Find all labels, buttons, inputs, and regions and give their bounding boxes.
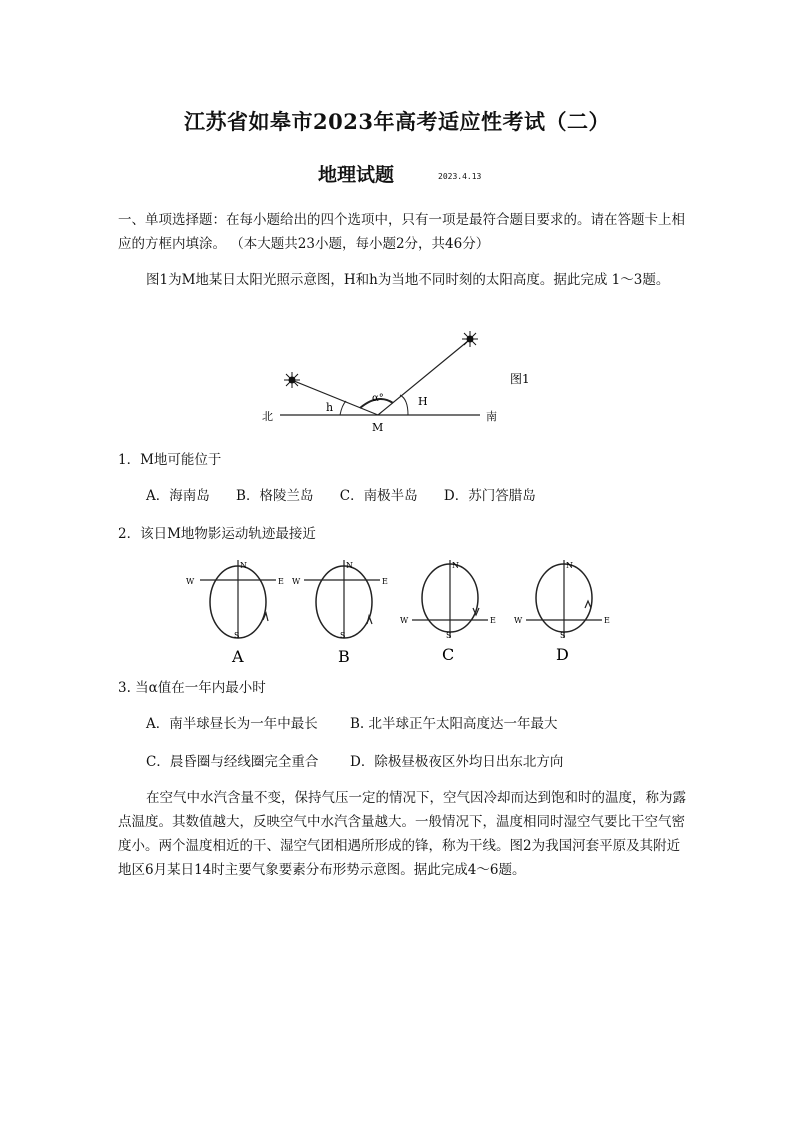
q3-option-c[interactable]: C．晨昏圈与经线圈完全重合 — [146, 754, 319, 770]
q2-letter-d: D — [556, 645, 569, 664]
H-angle-arc — [400, 395, 408, 415]
q2-diagram-a — [186, 560, 284, 666]
point-m-label: M — [372, 421, 384, 434]
q1-option-d[interactable]: D．苏门答腊岛 — [443, 488, 536, 504]
passage-intro-2: 在空气中水汽含量不变，保持气压一定的情况下，空气因冷却而达到饱和时的温度，称为露点温度。其数值越大，反映空气中水汽含量越大。一般情况下，温度相同时湿空气要比干空气密度小。两个温度相近的干、湿空气团相遇所形成的锋，称为干线。图2为我国河套平原及其附近地区6月某日14时主要气象要素分布形势示意图。据此完成4～6题。 — [118, 790, 686, 878]
q2-diagram-d — [514, 560, 610, 664]
q1-option-a[interactable]: A．海南岛 — [146, 488, 210, 504]
svg-text:S: S — [446, 631, 452, 640]
exam-date: 2023.4.13 — [438, 172, 482, 181]
q2-letter-a: A — [232, 647, 244, 666]
q3-option-a[interactable]: A．南半球昼长为一年中最长 — [146, 716, 318, 732]
q1-option-c[interactable]: C．南极半岛 — [339, 488, 418, 504]
low-sun-ray — [294, 381, 378, 415]
figure-1-sunlight-diagram — [250, 325, 550, 435]
svg-text:W: W — [292, 577, 301, 586]
q2-letter-c: C — [442, 645, 455, 664]
question-1-options — [146, 484, 558, 508]
question-3-stem: 3. 当α值在一年内最小时 — [118, 680, 266, 696]
svg-text:W: W — [514, 616, 523, 625]
svg-text:E: E — [490, 616, 496, 625]
question-2-diagrams — [180, 556, 620, 666]
svg-text:E: E — [278, 577, 284, 586]
svg-text:S: S — [560, 631, 566, 640]
H-label: H — [418, 395, 428, 408]
question-2-stem: 2．该日M地物影运动轨迹最接近 — [118, 526, 316, 542]
svg-text:W: W — [400, 616, 409, 625]
svg-text:S: S — [234, 631, 240, 640]
q2-letter-b: B — [338, 647, 350, 666]
svg-text:N: N — [452, 561, 459, 570]
south-label: 南 — [486, 410, 497, 423]
svg-text:N: N — [240, 561, 247, 570]
h-angle-arc — [340, 401, 346, 415]
subject-title: 地理试题 — [318, 164, 395, 186]
q3-option-b[interactable]: B. 北半球正午太阳高度达一年最大 — [350, 716, 558, 732]
q3-option-d[interactable]: D．除极昼极夜区外均日出东北方向 — [350, 754, 564, 770]
svg-text:N: N — [346, 561, 353, 570]
passage-intro-1: 图1为M地某日太阳光照示意图，H和h为当地不同时刻的太阳高度。据此完成 1～3题。 — [146, 272, 670, 288]
q2-diagram-b — [292, 560, 388, 666]
alpha-label: α° — [372, 393, 384, 404]
figure-1-caption: 图1 — [510, 372, 530, 386]
svg-text:N: N — [566, 561, 573, 570]
svg-text:W: W — [186, 577, 195, 586]
sun-icon-right — [462, 331, 478, 347]
svg-text:S: S — [340, 631, 346, 640]
sun-icon-left — [284, 372, 300, 388]
q2-diagram-c — [400, 560, 496, 664]
north-label: 北 — [262, 410, 273, 423]
h-label: h — [326, 401, 334, 414]
question-1-stem: 1．M地可能位于 — [118, 452, 222, 468]
section-instruction: 一、单项选择题：在每小题给出的四个选项中，只有一项是最符合题目要求的。请在答题卡上相应的方框内填涂。 （本大题共23小题，每小题2分，共46分） — [118, 212, 685, 252]
svg-text:E: E — [382, 577, 388, 586]
svg-text:E: E — [604, 616, 610, 625]
exam-title: 江苏省如皋市2023年高考适应性考试（二） — [184, 109, 610, 134]
q1-option-b[interactable]: B．格陵兰岛 — [236, 488, 314, 504]
